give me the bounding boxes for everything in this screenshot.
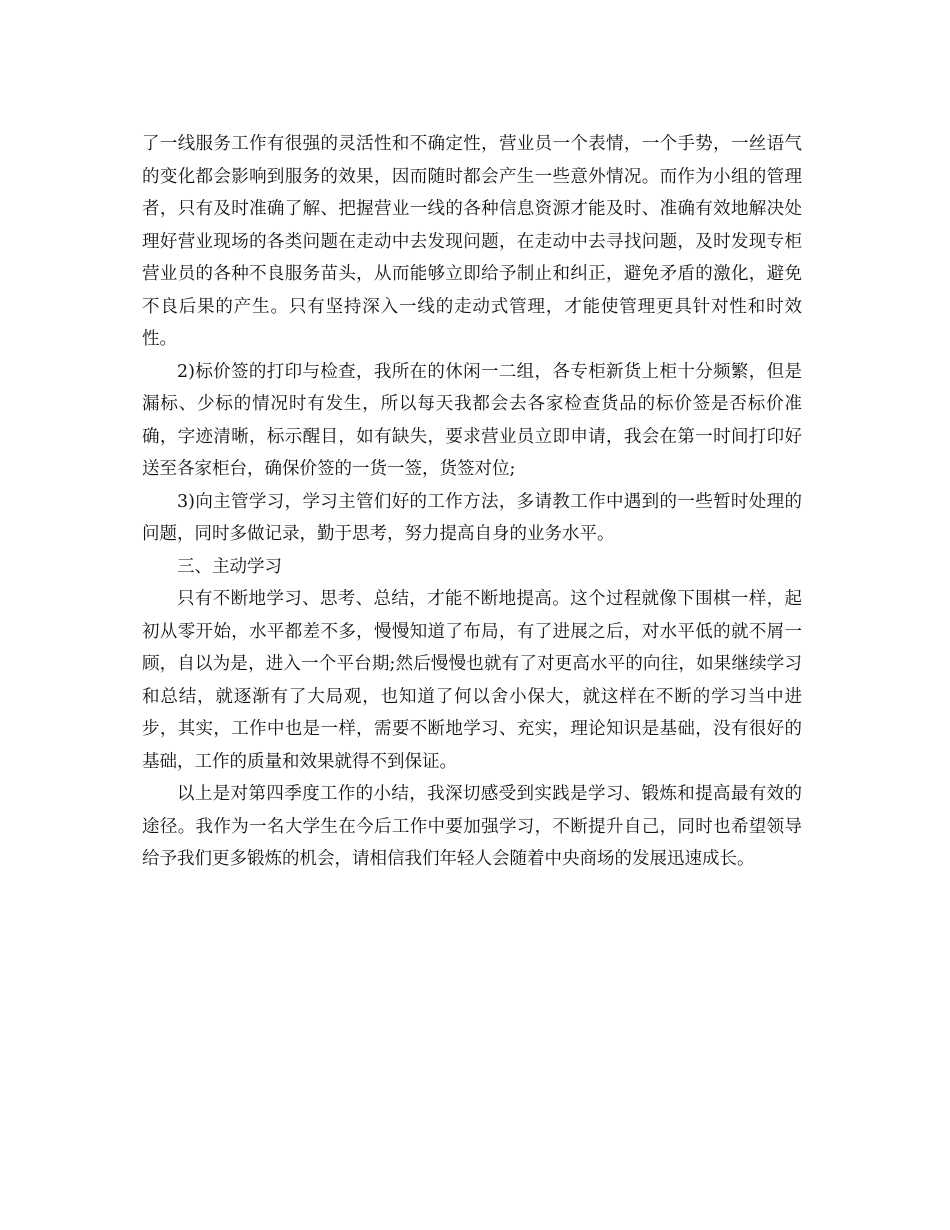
paragraph-continued: 了一线服务工作有很强的灵活性和不确定性，营业员一个表情，一个手势，一丝语气的变化都会影响到服务的效果，因而随时都会产生一些意外情况。而作为小组的管理者，只有及时准确了解、把握营业一线的各种信息资源才能及时、准确有效地解决处理好营业现场的各类问题在走动中去发现问题，在走动中去寻找问题，及时发现专柜营业员的各种不良服务苗头，从而能够立即给予制止和纠正，避免矛盾的激化，避免不良后果的产生。只有坚持深入一线的走动式管理，才能使管理更具针对性和时效性。 <box>142 134 802 349</box>
section-heading-active-learning: 三、主动学习 <box>177 556 282 577</box>
paragraph-continuous-learning: 只有不断地学习、思考、总结，才能不断地提高。这个过程就像下围棋一样，起初从零开始，水平都差不多，慢慢知道了布局，有了进展之后，对水平低的就不屑一顾，自以为是，进入一个平台期;然后慢慢也就有了对更高水平的向往，如果继续学习和总结，就逐渐有了大局观，也知道了何以舍小保大，就这样在不断的学习当中进步，其实，工作中也是一样，需要不断地学习、充实，理论知识是基础，没有很好的基础，工作的质量和效果就得不到保证。 <box>142 589 802 772</box>
paragraph-price-tags: 2)标价签的打印与检查，我所在的休闲一二组，各专柜新货上柜十分频繁，但是漏标、少标的情况时有发生，所以每天我都会去各家检查货品的标价签是否标价准确，字迹清晰，标示醒目，如有缺失，要求营业员立即申请，我会在第一时间打印好送至各家柜台，确保价签的一货一签，货签对位; <box>142 361 802 479</box>
paragraph-learn-from-supervisors: 3)向主管学习，学习主管们好的工作方法，多请教工作中遇到的一些暂时处理的问题，同时多做记录，勤于思考，努力提高自身的业务水平。 <box>142 491 802 544</box>
paragraph-conclusion: 以上是对第四季度工作的小结，我深切感受到实践是学习、锻炼和提高最有效的途径。我作为一名大学生在今后工作中要加强学习，不断提升自己，同时也希望领导给予我们更多锻炼的机会，请相信我们年轻人会随着中央商场的发展迅速成长。 <box>142 784 802 869</box>
document-body <box>142 128 802 876</box>
